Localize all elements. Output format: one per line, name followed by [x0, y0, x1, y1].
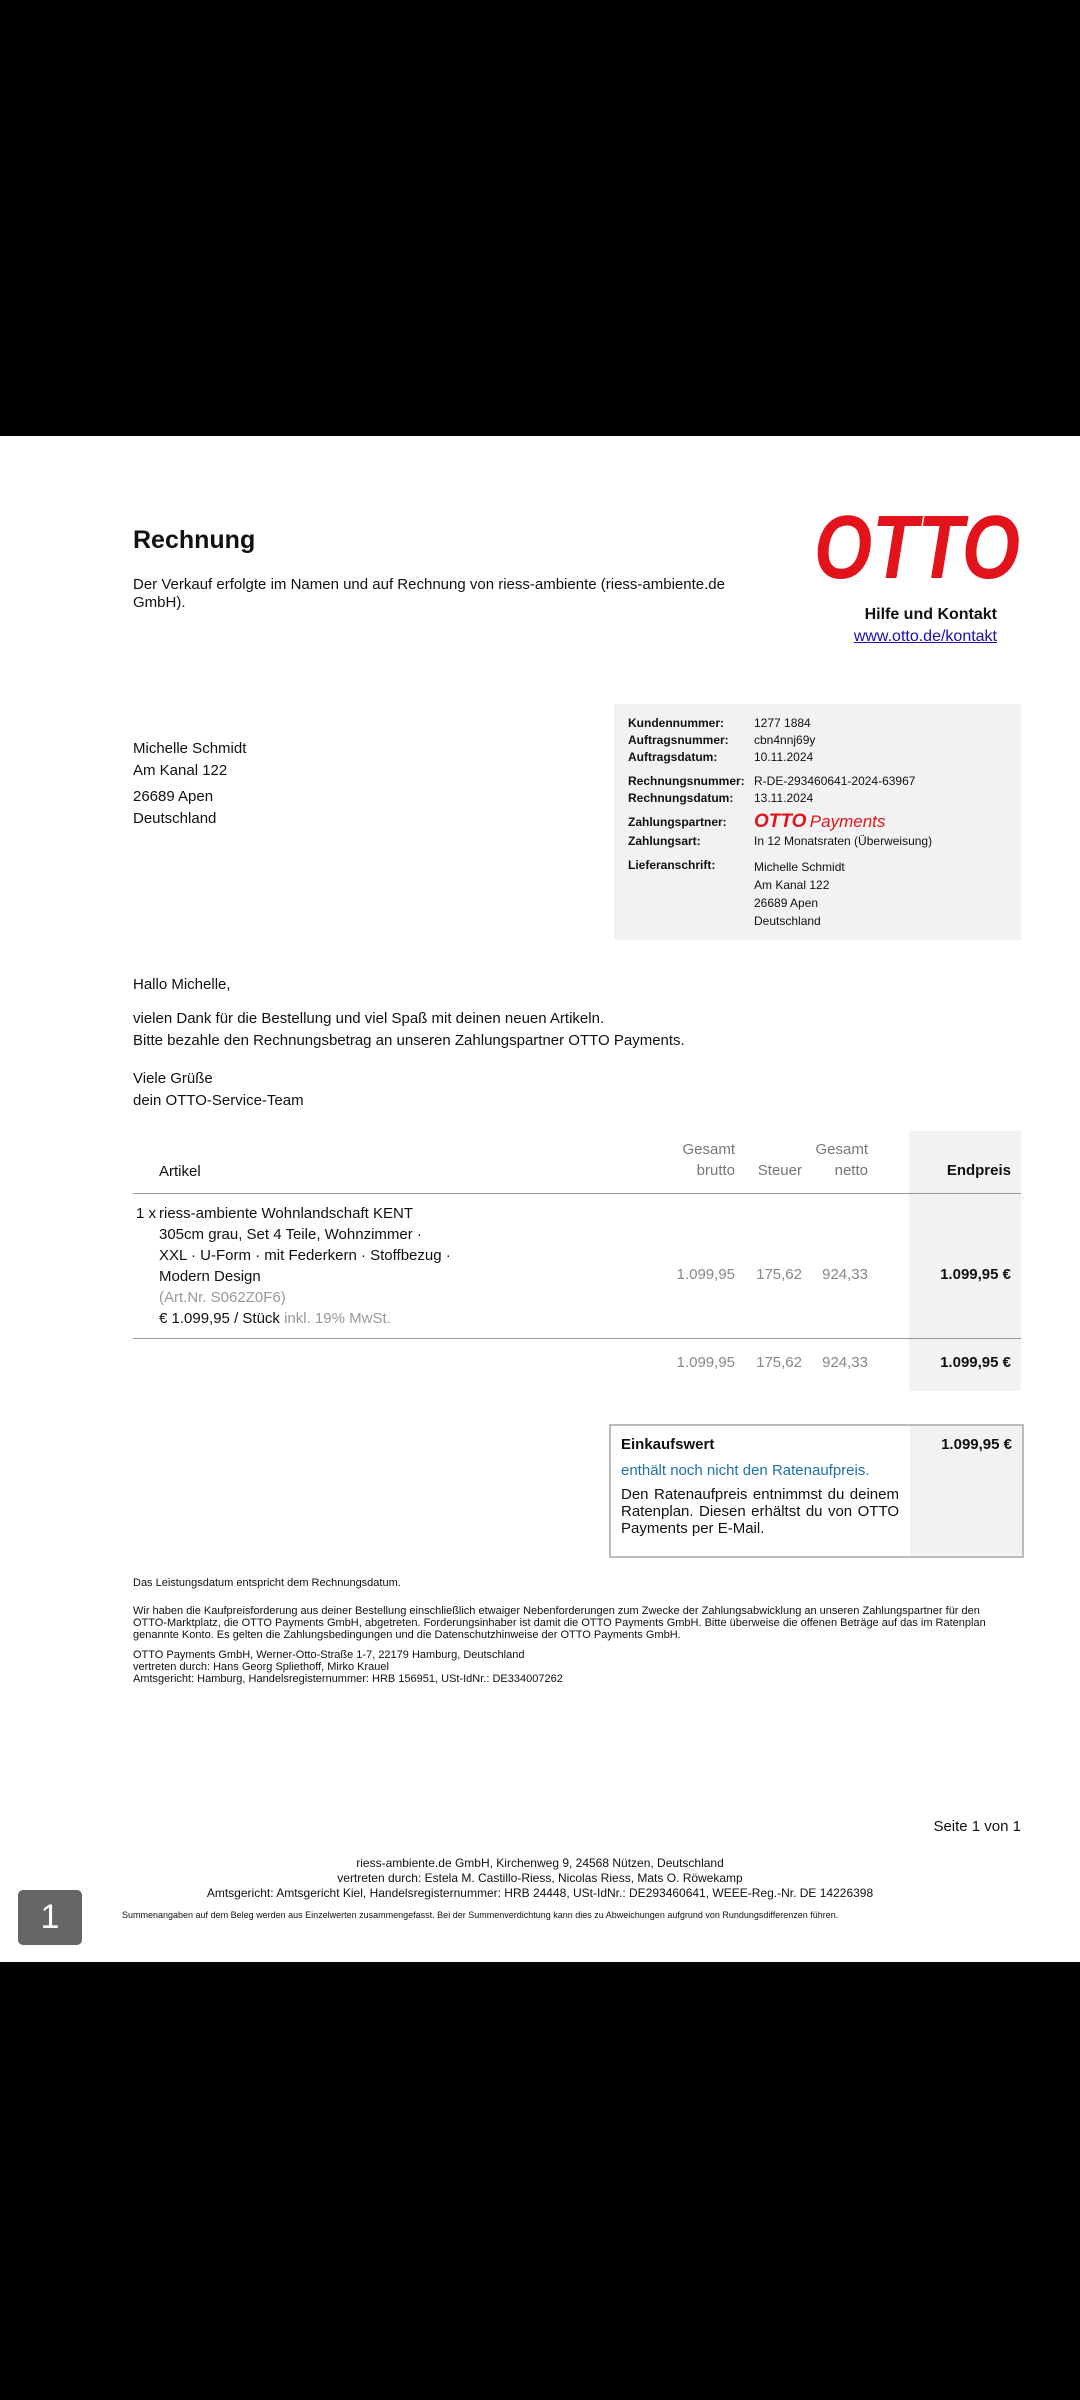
- summary-text: Den Ratenaufpreis entnimmst du deinem Ratenplan. Diesen erhältst du von OTTO Payments per E-Mail.: [621, 1486, 899, 1537]
- total-brutto: 1.099,95: [676, 1354, 735, 1371]
- total-endprice: 1.099,95 €: [940, 1354, 1011, 1371]
- invoice-no-label: Rechnungsnummer:: [628, 774, 745, 788]
- greeting-team: dein OTTO-Service-Team: [133, 1092, 304, 1109]
- address-country: Deutschland: [133, 810, 217, 827]
- partner-label: Zahlungspartner:: [628, 815, 727, 829]
- payment-label: Zahlungsart:: [628, 834, 701, 848]
- invoice-date: 13.11.2024: [754, 791, 814, 805]
- payments-company-info: OTTO Payments GmbH, Werner-Otto-Straße 1-7, 22179 Hamburg, Deutschland vertreten durch: Hans Georg Spliethoff, Mirko Krauel Amtsgericht: Hamburg, Handelsregisternummer: HRB 156951, USt-IdNr.: DE334007262: [133, 1649, 563, 1685]
- rounding-note: Summenangaben auf dem Beleg werden aus Einzelwerten zusammengefasst. Bei der Summenverdichtung kann dies zu Abweichungen aufgrund von Rundungsdifferenzen führen.: [122, 1910, 839, 1920]
- delivery-address: Michelle Schmidt Am Kanal 122 26689 Apen Deutschland: [754, 860, 845, 928]
- invoice-no: R-DE-293460641-2024-63967: [754, 774, 916, 788]
- help-title: Hilfe und Kontakt: [864, 606, 997, 623]
- order-date-label: Auftragsdatum:: [628, 750, 718, 764]
- help-contact: [854, 606, 997, 646]
- item-desc-2: XXL · U-Form · mit Federkern · Stoffbezug ·: [159, 1247, 451, 1264]
- customer-no-label: Kundennummer:: [628, 716, 724, 730]
- svg-text:OTTO: OTTO: [814, 498, 1020, 598]
- seller-footer: riess-ambiente.de GmbH, Kirchenweg 9, 24568 Nützen, Deutschland vertreten durch: Estela M. Castillo-Riess, Nicolas Riess, Mats O. Röwekamp Amtsgericht: Amtsgericht Kiel, Handelsregisternummer: HRB 24448, USt-IdNr.: DE293460641, WEEE-Reg.-Nr. DE 14226398: [206, 1856, 874, 1900]
- help-link[interactable]: www.otto.de/kontakt: [853, 628, 997, 645]
- col-article: Artikel: [159, 1163, 201, 1180]
- col-brutto: Gesamt brutto: [682, 1141, 735, 1179]
- otto-logo: [812, 498, 1022, 598]
- delivery-label: Lieferanschrift:: [628, 858, 716, 872]
- page-title: Rechnung: [133, 526, 256, 554]
- billing-address: [133, 738, 246, 830]
- invoice-page: [0, 436, 1080, 1962]
- order-no-label: Auftragsnummer:: [628, 733, 729, 747]
- col-endprice: Endpreis: [946, 1162, 1011, 1179]
- otto-payments-logo: OTTO Payments: [754, 811, 886, 832]
- item-netto: 924,33: [822, 1266, 868, 1283]
- invoice-date-label: Rechnungsdatum:: [628, 791, 734, 805]
- address-name: Michelle Schmidt: [133, 740, 247, 757]
- total-netto: 924,33: [822, 1354, 868, 1371]
- invoice-info-box: [614, 704, 1021, 940]
- page-number: Seite 1 von 1: [933, 1818, 1021, 1835]
- item-desc-1: 305cm grau, Set 4 Teile, Wohnzimmer ·: [159, 1226, 422, 1243]
- order-no: cbn4nnj69y: [754, 733, 816, 747]
- summary-value: 1.099,95 €: [941, 1436, 1012, 1453]
- greeting-line1: vielen Dank für die Bestellung und viel Spaß mit deinen neuen Artikeln.: [133, 1010, 605, 1027]
- greeting-regards: Viele Grüße: [133, 1070, 213, 1087]
- table-row: [159, 1203, 459, 1329]
- item-desc-3: Modern Design: [159, 1268, 261, 1285]
- greeting-line2: Bitte bezahle den Rechnungsbetrag an unseren Zahlungspartner OTTO Payments.: [133, 1032, 685, 1049]
- customer-no: 1277 1884: [754, 716, 811, 730]
- summary-label: Einkaufswert: [621, 1436, 715, 1453]
- address-street: Am Kanal 122: [133, 762, 228, 779]
- item-endprice: 1.099,95 €: [940, 1266, 1011, 1283]
- total-tax: 175,62: [756, 1354, 802, 1371]
- service-date-note: Das Leistungsdatum entspricht dem Rechnungsdatum.: [133, 1577, 401, 1589]
- table-header-line: [133, 1193, 1021, 1194]
- col-netto: Gesamt netto: [815, 1141, 868, 1179]
- order-date: 10.11.2024: [754, 750, 814, 764]
- table-total-line: [133, 1338, 1021, 1339]
- payment-method: In 12 Monatsraten (Überweisung): [754, 834, 933, 848]
- item-unit-price: € 1.099,95 / Stück inkl. 19% MwSt.: [159, 1310, 391, 1327]
- page-badge[interactable]: 1: [18, 1890, 82, 1945]
- item-art-no: (Art.Nr. S062Z0F6): [159, 1289, 286, 1306]
- item-brutto: 1.099,95: [676, 1266, 735, 1283]
- col-tax: Steuer: [757, 1162, 802, 1179]
- greeting-hello: Hallo Michelle,: [133, 976, 231, 993]
- greeting: [133, 974, 685, 1112]
- item-tax: 175,62: [756, 1266, 802, 1283]
- seller-note: Der Verkauf erfolgte im Namen und auf Rechnung von riess-ambiente (riess-ambiente.de GmbH).: [133, 576, 725, 611]
- address-city: 26689 Apen: [133, 788, 214, 805]
- item-title: riess-ambiente Wohnlandschaft KENT: [159, 1205, 414, 1222]
- assignment-note: Wir haben die Kaufpreisforderung aus deiner Bestellung einschließlich etwaiger Nebenforderungen zum Zwecke der Zahlungsabwicklung an unseren Zahlungspartner für den OTTO-Marktplatz, die OTTO Payments GmbH, abgetreten. Forderungsinhaber ist damit die OTTO Payments GmbH. Bitte überweise die offenen Beträge auf das im Ratenplan genannte Konto. Es gelten die Zahlungsbedingungen und die Datenschutzhinweise der OTTO Payments GmbH.: [133, 1605, 986, 1641]
- item-qty: 1 x: [136, 1205, 157, 1222]
- purchase-value-box: [609, 1424, 1024, 1558]
- summary-note: enthält noch nicht den Ratenaufpreis.: [621, 1462, 870, 1479]
